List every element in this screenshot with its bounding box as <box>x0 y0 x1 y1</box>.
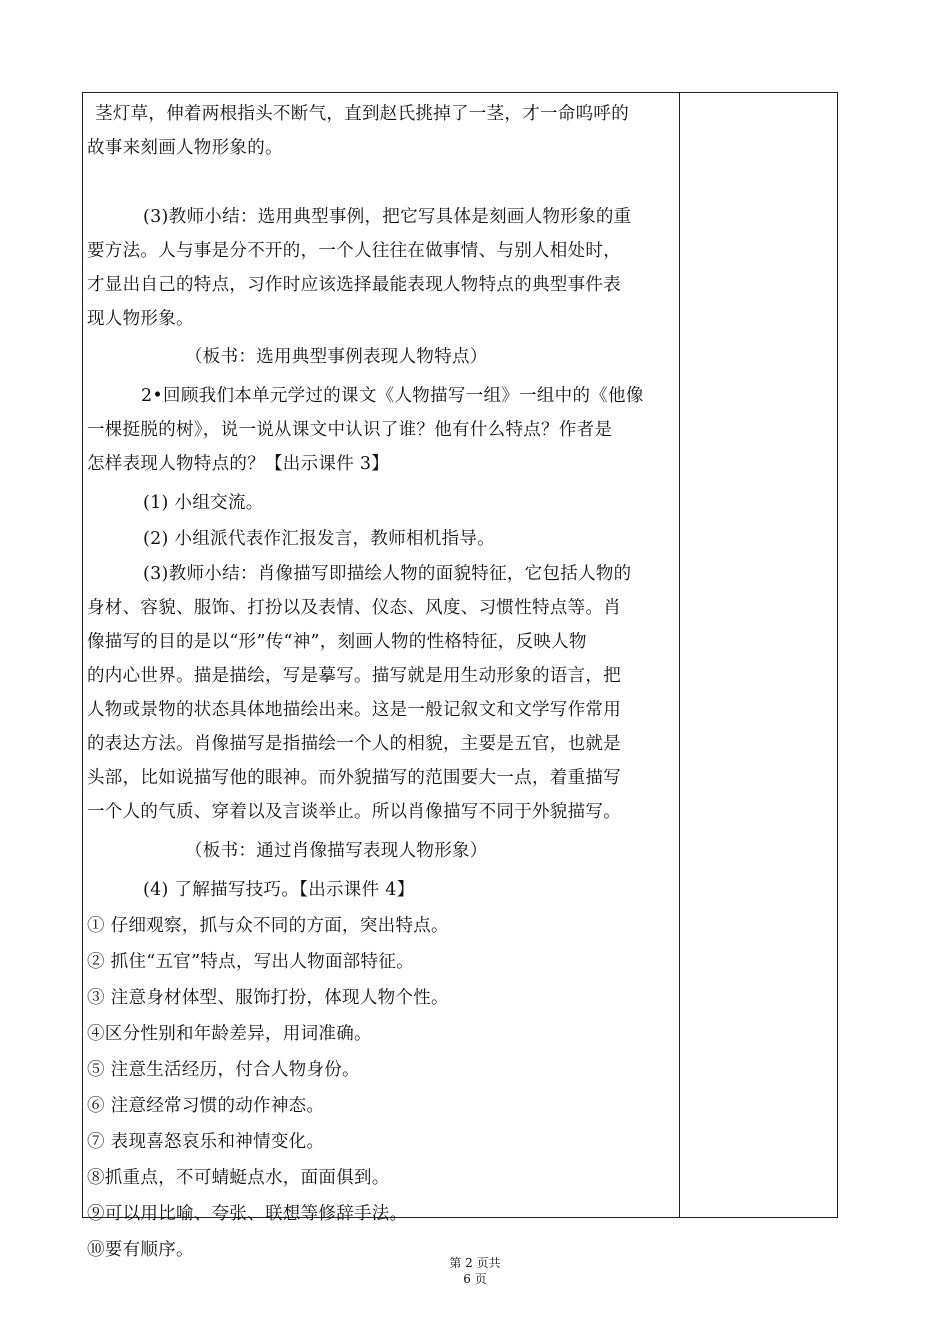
tip-item: ④区分性别和年龄差异，用词准确。 <box>87 1024 372 1044</box>
paragraph-line: 的内心世界。描是描绘，写是摹写。描写就是用生动形象的语言，把 <box>87 666 621 686</box>
paragraph-line: 故事来刻画人物形象的。 <box>87 138 283 158</box>
paragraph-line: (2) 小组派代表作汇报发言，教师相机指导。 <box>143 529 495 549</box>
tip-item: ② 抓住“五官”特点，写出人物面部特征。 <box>87 952 414 972</box>
paragraph-line: 身材、容貌、服饰、打扮以及表情、仪态、风度、习惯性特点等。肖 <box>87 598 621 618</box>
board-note: （板书：选用典型事例表现人物特点） <box>185 347 488 367</box>
paragraph-line: 像描写的目的是以“形”传“神”，刻画人物的性格特征，反映人物 <box>87 632 587 652</box>
paragraph-line: 要方法。人与事是分不开的，一个人往往在做事情、与别人相处时， <box>87 241 621 261</box>
tip-item: ⑤ 注意生活经历，付合人物身份。 <box>87 1060 360 1080</box>
tip-item: ③ 注意身材体型、服饰打扮，体现人物个性。 <box>87 988 449 1008</box>
paragraph-line: 怎样表现人物特点的？【出示课件 3】 <box>87 454 390 474</box>
paragraph-line: (1) 小组交流。 <box>143 493 264 513</box>
paragraph-line: 人物或景物的状态具体地描绘出来。这是一般记叙文和文学写作常用 <box>87 700 621 720</box>
tip-item: ⑨可以用比喻、夸张、联想等修辞手法。 <box>87 1204 408 1224</box>
tip-item: ① 仔细观察，抓与众不同的方面，突出特点。 <box>87 916 449 936</box>
tip-item: ⑧抓重点，不可蜻蜓点水，面面俱到。 <box>87 1168 390 1188</box>
tip-item: ⑦ 表现喜怒哀乐和神情变化。 <box>87 1132 325 1152</box>
board-note: （板书：通过肖像描写表现人物形象） <box>185 841 488 861</box>
paragraph-line: 头部，比如说描写他的眼神。而外貌描写的范围要大一点，着重描写 <box>87 768 621 788</box>
paragraph-line: (4) 了解描写技巧。【出示课件 4】 <box>143 880 415 900</box>
paragraph-line: 茎灯草，伸着两根指头不断气，直到赵氏挑掉了一茎，才一命呜呼的 <box>95 104 629 124</box>
paragraph-line: 现人物形象。 <box>87 309 194 329</box>
paragraph-line: 一个人的气质、穿着以及言谈举止。所以肖像描写不同于外貌描写。 <box>87 802 621 822</box>
page-number: 第 2 页共 <box>449 1256 501 1270</box>
tip-item: ⑥ 注意经常习惯的动作神态。 <box>87 1096 325 1116</box>
paragraph-line: 一棵挺脱的树》，说一说从课文中认识了谁？他有什么特点？作者是 <box>87 420 613 440</box>
notes-cell <box>680 93 837 1217</box>
tip-item: ⑩要有顺序。 <box>87 1240 194 1260</box>
paragraph-line: (3)教师小结：选用典型事例，把它写具体是刻画人物形象的重 <box>143 207 632 227</box>
paragraph-line: 2•回顾我们本单元学过的课文《人物描写一组》一组中的《他像 <box>141 386 644 406</box>
paragraph-line: 的表达方法。肖像描写是指描绘一个人的相貌，主要是五官，也就是 <box>87 734 621 754</box>
paragraph-line: (3)教师小结：肖像描写即描绘人物的面貌特征，它包括人物的 <box>143 564 632 584</box>
page-total: 6 页 <box>463 1272 487 1286</box>
content-cell <box>83 93 680 1260</box>
lesson-table <box>82 92 838 1260</box>
paragraph-line: 才显出自己的特点，习作时应该选择最能表现人物特点的典型事件表 <box>87 275 621 295</box>
